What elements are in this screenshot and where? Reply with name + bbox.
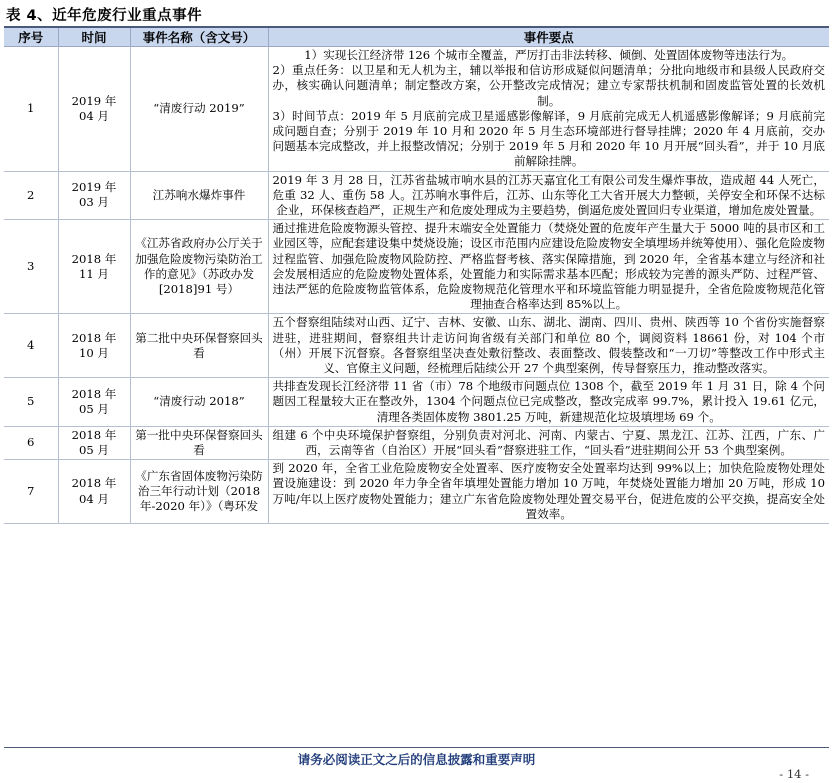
row-time: 2018 年 05 月 — [58, 426, 130, 459]
event-point-paragraph: 3）时间节点：2019 年 5 月底前完成卫星遥感影像解译，9 月底前完成无人机遥感影像解译；9 月底前完成问题自查；分别于 2019 年 10 月和 2020 年 5 月生态环境部进行督导挂牌；2020 年 4 月底前，交办问题基本完成整改，并上报整改情况；分别于 2019 年 5 月和 2020 年 10 月开展“回头看”，并于 10 月底前解除挂牌。 — [272, 108, 825, 169]
row-number: 5 — [4, 378, 58, 427]
row-event-name: 第二批中央环保督察回头看 — [130, 314, 268, 378]
row-event-name: 江苏响水爆炸事件 — [130, 171, 268, 220]
row-time: 2019 年 03 月 — [58, 171, 130, 220]
header-event-name: 事件名称（含文号） — [130, 27, 268, 47]
row-number: 4 — [4, 314, 58, 378]
row-number: 3 — [4, 220, 58, 314]
event-point-paragraph: 2）重点任务：以卫星和无人机为主，辅以举报和信访形成疑似问题清单；分批向地级市和县级人民政府交办，核实确认问题清单；制定整改方案，公开整改完成情况；建立专家帮扶机制和固废监管处置的长效机制。 — [272, 63, 825, 108]
row-event-points — [268, 378, 829, 427]
row-event-points — [268, 47, 829, 172]
footer-disclaimer: 请务必阅读正文之后的信息披露和重要声明 — [297, 752, 536, 767]
event-point-paragraph: 1）实现长江经济带 126 个城市全覆盖，严厉打击非法转移、倾倒、处置固体废物等违法行为。 — [304, 48, 794, 62]
row-event-name: “清废行动 2018” — [130, 378, 268, 427]
row-time: 2018 年 10 月 — [58, 314, 130, 378]
table-body — [4, 47, 829, 524]
row-event-points — [268, 426, 829, 459]
row-event-points — [268, 314, 829, 378]
event-point-paragraph: 到 2020 年，全省工业危险废物安全处置率、医疗废物安全处置率均达到 99%以上；加快危险废物处理处置设施建设：到 2020 年力争全省年填埋处置能力增加 10 万吨，年焚烧处置能力增加 20 万吨，形成 10 万吨/年以上医疗废物处置能力；建立广东省危险废物处理处置交易平台，促进危废的公平交换，提高安全处置效率。 — [272, 461, 825, 521]
header-no: 序号 — [4, 27, 58, 47]
row-event-name: 第一批中央环保督察回头看 — [130, 426, 268, 459]
row-number: 7 — [4, 460, 58, 524]
row-event-points — [268, 460, 829, 524]
event-point-paragraph: 共排查发现长江经济带 11 省（市）78 个地级市问题点位 1308 个，截至 2019 年 1 月 31 日，除 4 个问题因工程量较大正在整改外，1304 个问题点位已完成整改，整改完成率 99.7%，累计投入 19.61 亿元，清理各类固体废物 3801.25 万吨，新建规范化垃圾填埋场 69 个。 — [272, 379, 825, 424]
table-row — [4, 426, 829, 459]
row-number: 1 — [4, 47, 58, 172]
row-event-name: 《广东省固体废物污染防治三年行动计划（2018 年-2020 年）》（粤环发 — [130, 460, 268, 524]
event-point-paragraph: 2019 年 3 月 28 日，江苏省盐城市响水县的江苏天嘉宜化工有限公司发生爆炸事故，造成超 44 人死亡，危重 32 人、重伤 58 人。江苏响水事件后，江苏、山东等化工大省开展大力整顿，关停安全和环保不达标企业，环保核查趋严，正规生产和危废处理成为主要趋势，倒逼危废处置回归专业渠道，增加危废处置量。 — [272, 172, 825, 218]
row-event-points — [268, 220, 829, 314]
row-event-points — [268, 171, 829, 220]
row-time: 2018 年 05 月 — [58, 378, 130, 427]
row-event-name: 《江苏省政府办公厅关于加强危险废物污染防治工作的意见》（苏政办发[2018]91 号） — [130, 220, 268, 314]
events-table — [4, 26, 829, 524]
table-row — [4, 47, 829, 172]
event-point-paragraph: 通过推进危险废物源头管控、提升末端安全处置能力（焚烧处置的危废年产生量大于 5000 吨的县市区和工业园区等，应配套建设集中焚烧设施；设区市范围内应建设危险废物安全填埋场并统筹使用）、强化危险废物过程监管、加强危险废物风险防控、严格监督考核、落实保障措施，到 2020 年，全省基本建立与经济和社会发展相适应的危险废物处置体系，处置能力和实际需求基本匹配；形成较为完善的源头严防、过程严管、违法严惩的危险废物监管体系，危险废物规范化管理水平和环境监管能力明显提升，全省危险废物规范化管理抽查合格率达到 85%以上。 — [272, 221, 825, 312]
table-row — [4, 460, 829, 524]
table-row — [4, 314, 829, 378]
row-time: 2018 年 11 月 — [58, 220, 130, 314]
row-time: 2018 年 04 月 — [58, 460, 130, 524]
table-title: 表 4、近年危废行业重点事件 — [6, 8, 203, 24]
table-row — [4, 378, 829, 427]
events-table-container — [4, 26, 829, 524]
row-number: 6 — [4, 426, 58, 459]
row-event-name: “清废行动 2019” — [130, 47, 268, 172]
event-point-paragraph: 组建 6 个中央环境保护督察组，分别负责对河北、河南、内蒙古、宁夏、黑龙江、江苏、江西，广东、广西，云南等省（自治区）开展“回头看”督察进驻工作，“回头看”进驻期间公开 53 个典型案例。 — [272, 427, 825, 458]
row-time: 2019 年 04 月 — [58, 47, 130, 172]
header-time: 时间 — [58, 27, 130, 47]
table-row — [4, 220, 829, 314]
page-number: - 14 - — [779, 767, 809, 781]
row-number: 2 — [4, 171, 58, 220]
footer-divider — [4, 747, 829, 748]
header-event-points: 事件要点 — [268, 27, 829, 47]
table-header-row — [4, 27, 829, 47]
event-point-paragraph: 五个督察组陆续对山西、辽宁、吉林、安徽、山东、湖北、湖南、四川、贵州、陕西等 10 个省份实施督察进驻，进驻期间，督察组共计走访问询省级有关部门和单位 80 个，调阅资料 18661 份，对 104 个市（州）开展下沉督察。各督察组坚决查处敷衍整改、表面整改、假装整改和“一刀切”等整改工作中形式主义、官僚主义问题，经梳理后陆续公开 27 个典型案例，传导督察压力，推动整改落实。 — [272, 315, 825, 376]
table-row — [4, 171, 829, 220]
